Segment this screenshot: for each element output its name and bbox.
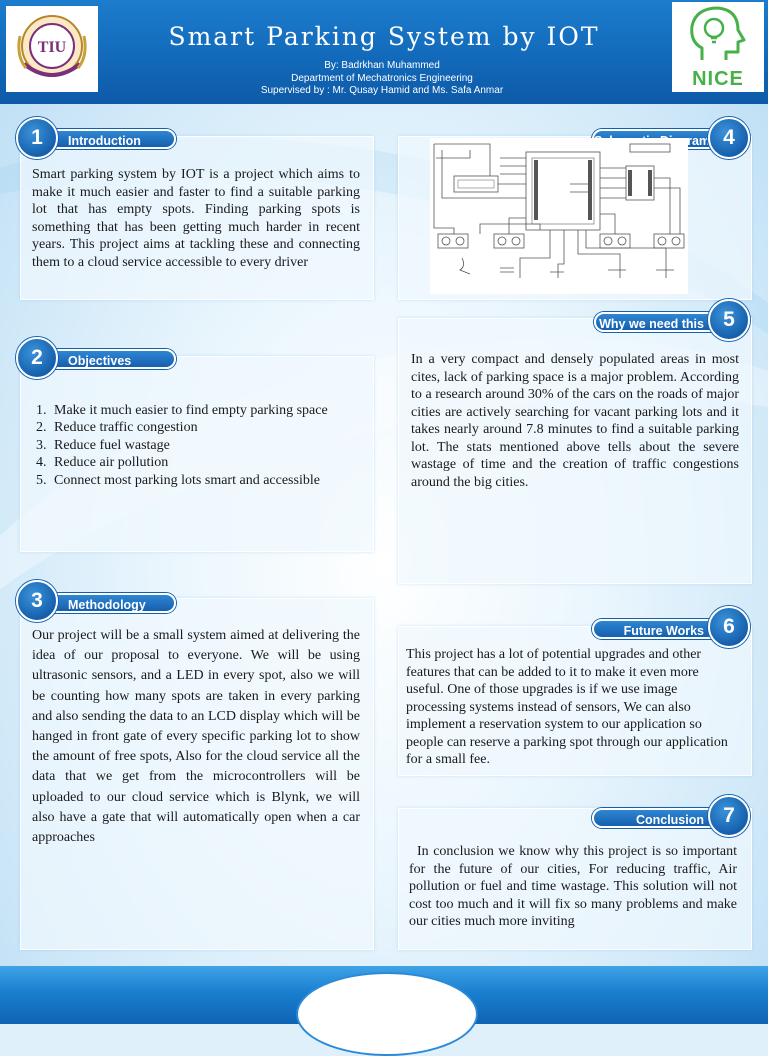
introduction-text: Smart parking system by IOT is a project which aims to make it much easier and faster to find a suitable parking lot that has empty spots. Finding parking spots is something that has been getting much harder in recent years. This project aims at tackling these and connecting them to a cloud service accessible to every driver (32, 167, 360, 270)
author-line: By: Badrkhan Muhammed (324, 60, 440, 71)
objective-item: 3. Reduce fuel wastage (50, 437, 390, 454)
objective-item: 5. Connect most parking lots smart and accessible (50, 472, 390, 489)
nice-logo-text: NICE (692, 68, 744, 90)
why-heading: Why we need this (594, 312, 742, 332)
objective-item: 4. Reduce air pollution (50, 454, 390, 471)
circuit-schematic-icon (430, 138, 688, 294)
objectives-heading: Objectives (36, 349, 176, 369)
poster-title: Smart Parking System by IOT (168, 22, 600, 51)
objectives-number-badge: 2 (16, 337, 58, 379)
methodology-number-badge: 3 (16, 580, 58, 622)
department-line: Department of Mechatronics Engineering (291, 72, 473, 84)
methodology-text: Our project will be a small system aimed at delivering the idea of our proposal to everyone. We will be using ultrasonic sensors, and a LED in every spot, also we will be counting how many spots are taken in every parking and also sending the data to an LCD display which will be hanged in front gate of every specific parking lot to show the amount of free spots, Also for the cloud service all the data that we get from the microcontrollers will be uploaded to our cloud service which is Blynk, we will also have a gate that will automatically open when a car approaches (32, 628, 360, 846)
objective-item: 2. Reduce traffic congestion (50, 419, 390, 436)
conclusion-heading: Conclusion (592, 808, 742, 828)
head-lightbulb-icon (672, 2, 764, 66)
conclusion-text: In conclusion we know why this project is so important for the future of our cities, For reducing traffic, Air pollution or fuel and time wastage. This solution will not cost too much and it will fix so many problems and make our cities much more inviting (409, 844, 737, 929)
objective-item: 1. Make it much easier to find empty parking space (50, 402, 390, 419)
future-works-number-badge: 6 (708, 606, 750, 648)
footer-oval (296, 972, 478, 1056)
introduction-heading: Introduction (36, 129, 176, 149)
schematic-number-badge: 4 (708, 117, 750, 159)
methodology-heading: Methodology (36, 593, 176, 613)
why-number-badge: 5 (708, 299, 750, 341)
why-text: In a very compact and densely populated areas in most cites, lack of parking space is a major problem. According to a research around 30% of the cars on the roads of major cities are actively searching for vacant parking lots and it takes nearly around 7.8 minutes to find a suitable parking lot. The stats mentioned above tells about the severe wastage of time and the creation of traffic congestions around the big cities. (411, 352, 739, 490)
future-works-text: This project has a lot of potential upgrades and other features that can be added to it to make it even more useful. One of those upgrades is if we use image processing systems instead of sensors, We can also implement a reservation system to our application so people can reserve a parking spot through our application for a small fee. (406, 647, 728, 767)
schematic-diagram-image (430, 138, 688, 294)
tiu-logo-text: TIU (37, 39, 67, 56)
introduction-number-badge: 1 (16, 117, 58, 159)
nice-logo (672, 2, 764, 92)
conclusion-number-badge: 7 (708, 795, 750, 837)
poster-byline (0, 60, 764, 98)
supervisor-line: Supervised by : Mr. Qusay Hamid and Ms. Safa Anmar (260, 85, 504, 96)
objectives-list (28, 402, 390, 489)
future-works-heading: Future Works (592, 619, 742, 639)
